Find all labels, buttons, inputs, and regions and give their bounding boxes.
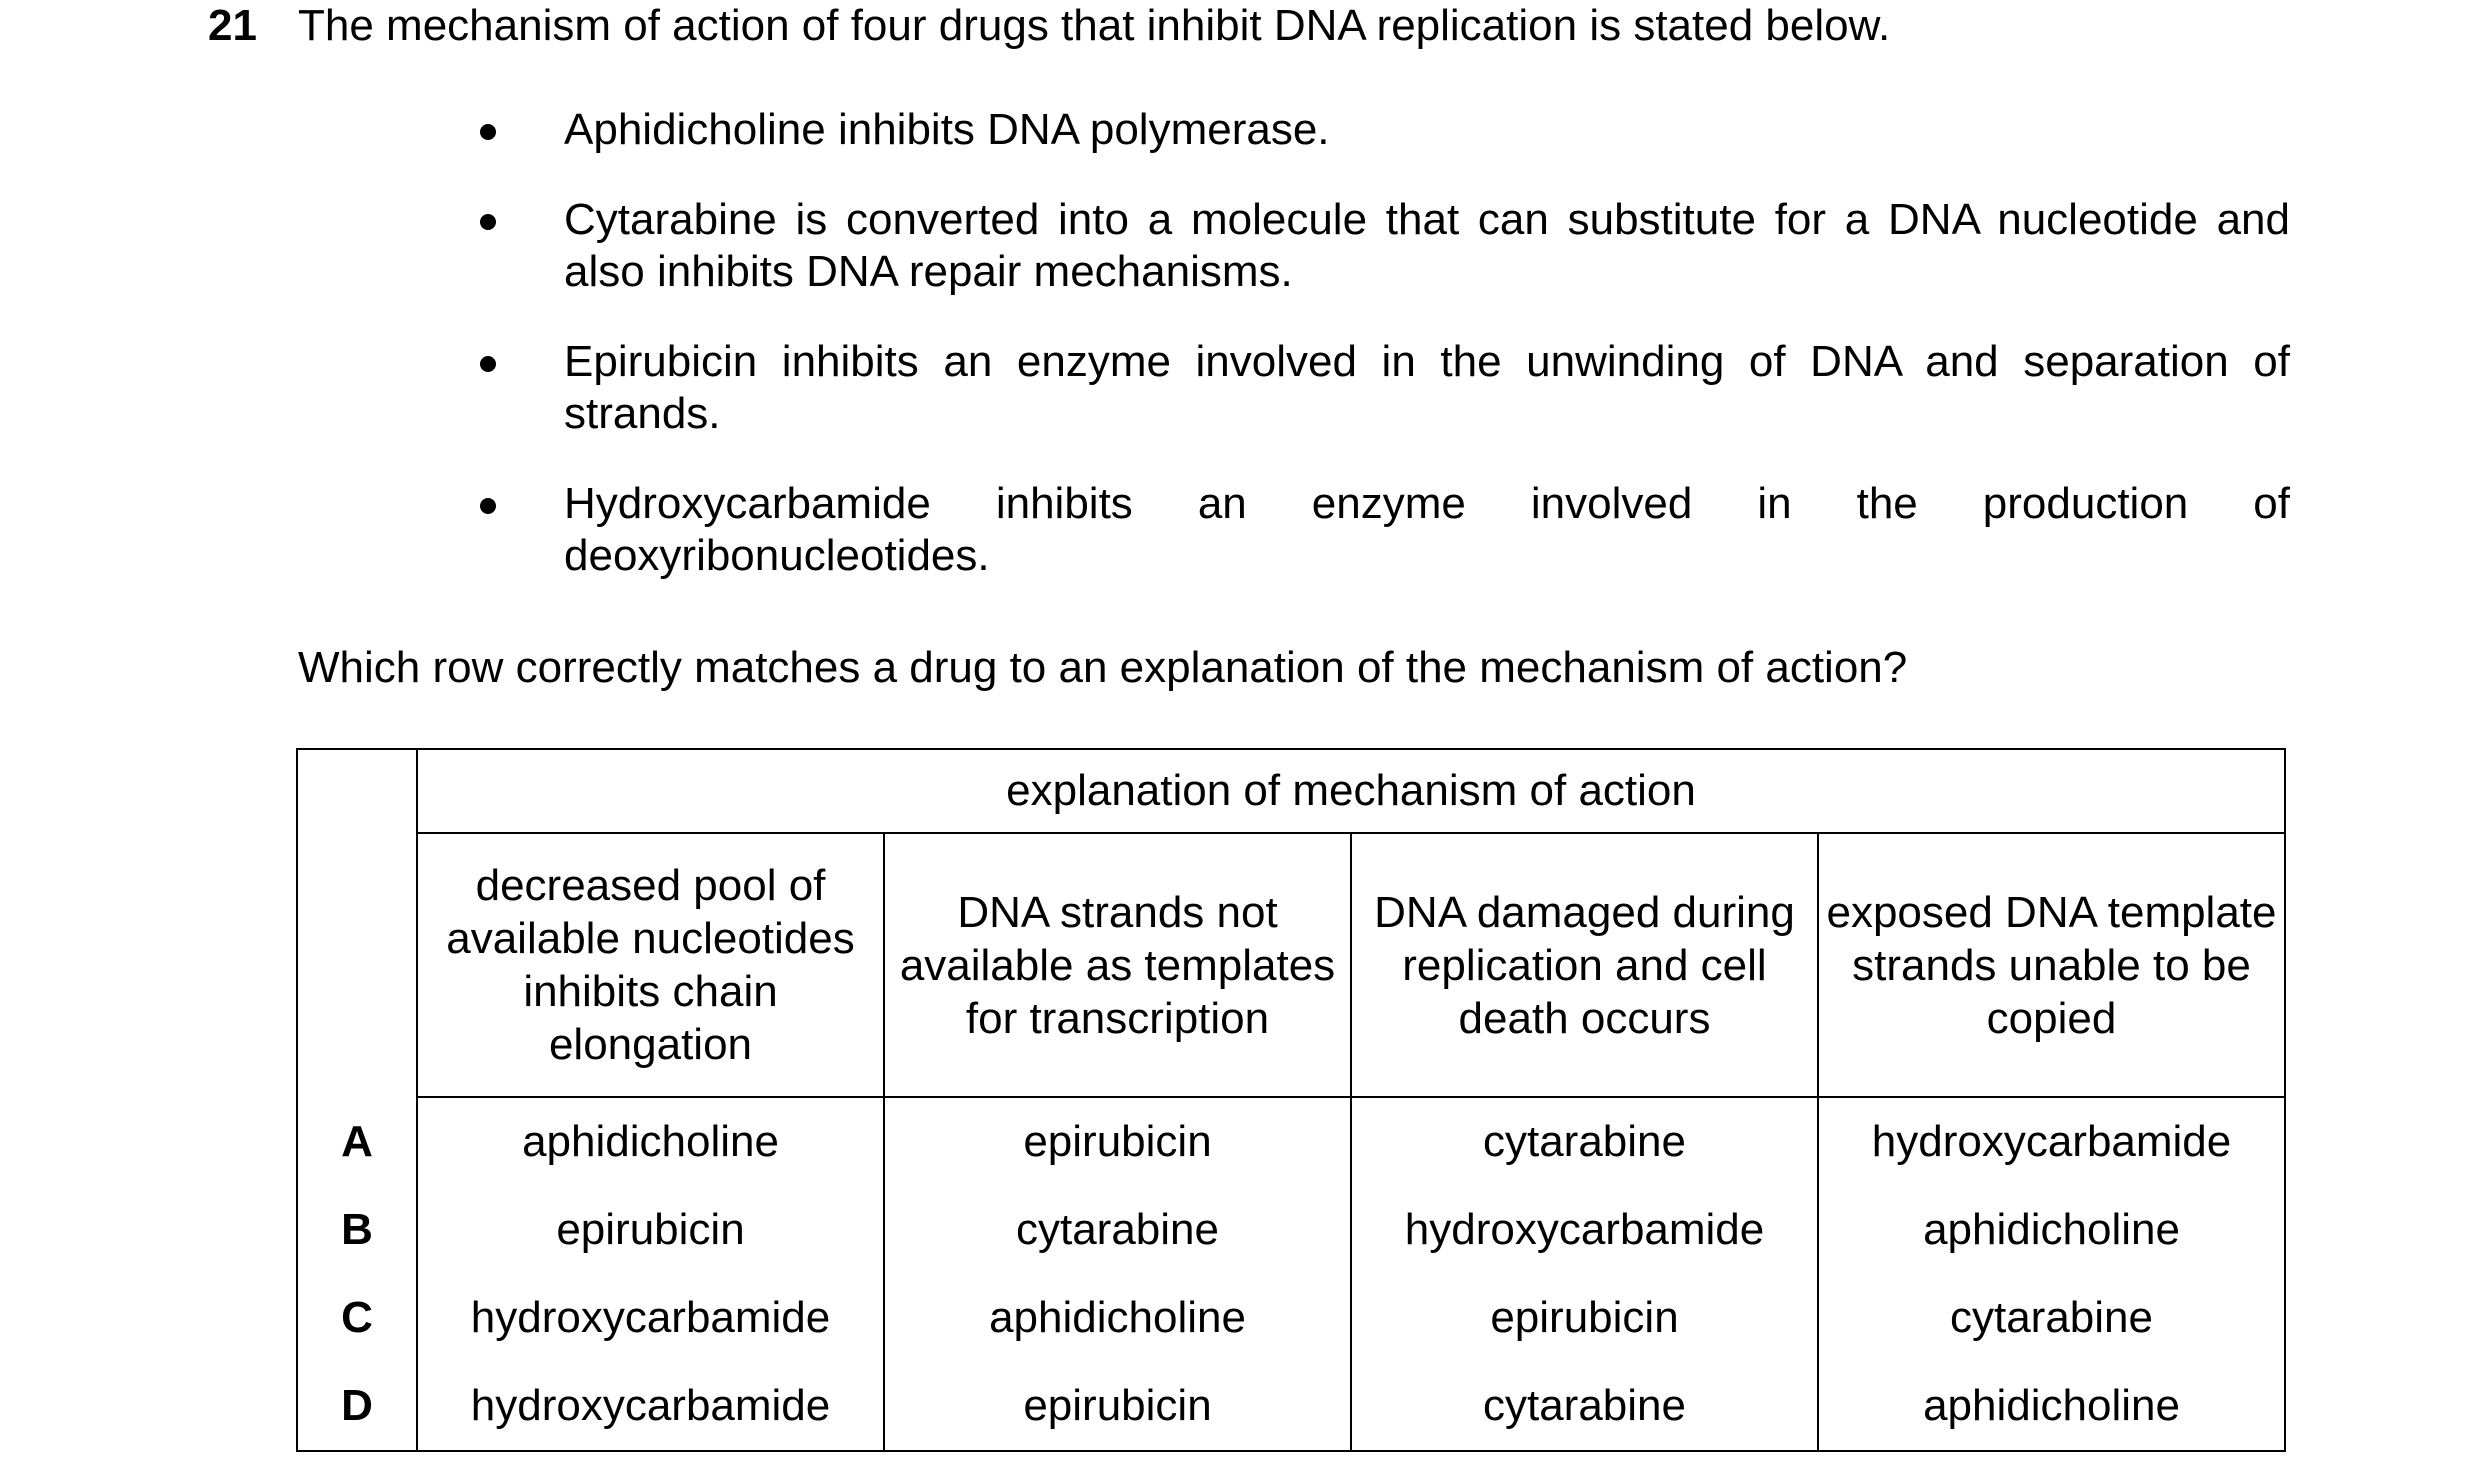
column-header: decreased pool of available nucleotides inhibits chain elongation: [417, 833, 884, 1097]
question-intro: The mechanism of action of four drugs that inhibit DNA replication is stated below.: [298, 1, 1891, 50]
table-cell: hydroxycarbamide: [1351, 1186, 1818, 1274]
bullet-text: Aphidicholine inhibits DNA polymerase.: [564, 105, 1330, 154]
table-cell: hydroxycarbamide: [417, 1362, 884, 1451]
row-letter: A: [297, 1097, 417, 1186]
table-cell: epirubicin: [417, 1186, 884, 1274]
table-cell: epirubicin: [884, 1362, 1351, 1451]
bullet-icon: [480, 124, 496, 140]
table-row: [297, 1274, 2285, 1362]
bullet-text: Cytarabine is converted into a molecule that can substitute for a DNA nucleotide and also inhibits DNA repair mechanisms.: [564, 195, 2290, 296]
bullet-icon: [480, 214, 496, 230]
row-letter: C: [297, 1274, 417, 1362]
table-cell: epirubicin: [884, 1097, 1351, 1186]
table-cell: hydroxycarbamide: [417, 1274, 884, 1362]
table-cell: cytarabine: [1351, 1097, 1818, 1186]
column-header: exposed DNA template strands unable to be copied: [1818, 833, 2285, 1097]
table-cell: epirubicin: [1351, 1274, 1818, 1362]
drug-mechanism-list: [470, 100, 2290, 582]
table-cell: aphidicholine: [1818, 1186, 2285, 1274]
table-cell: hydroxycarbamide: [1818, 1097, 2285, 1186]
table-column-headers: [297, 833, 2285, 1097]
table-cell: cytarabine: [1818, 1274, 2285, 1362]
table-header-row: [297, 749, 2285, 833]
table-cell: cytarabine: [1351, 1362, 1818, 1451]
bullet-text: Epirubicin inhibits an enzyme involved in the unwinding of DNA and separation of strands.: [564, 337, 2290, 438]
table-cell: aphidicholine: [1818, 1362, 2285, 1451]
table-row: [297, 1097, 2285, 1186]
bullet-text: Hydroxycarbamide inhibits an enzyme involved in the production of deoxyribonucleotides.: [564, 479, 2290, 580]
list-item: [470, 104, 2290, 156]
question-number: 21: [208, 1, 257, 50]
bullet-icon: [480, 356, 496, 372]
table-cell: aphidicholine: [417, 1097, 884, 1186]
list-item: [470, 336, 2290, 440]
column-header: DNA strands not available as templates for transcription: [884, 833, 1351, 1097]
row-letter: B: [297, 1186, 417, 1274]
list-item: [470, 478, 2290, 582]
table-row: [297, 1186, 2285, 1274]
column-header: DNA damaged during replication and cell death occurs: [1351, 833, 1818, 1097]
table-cell: cytarabine: [884, 1186, 1351, 1274]
table-row: [297, 1362, 2285, 1451]
row-letter: D: [297, 1362, 417, 1451]
list-item: [470, 194, 2290, 298]
table-header: explanation of mechanism of action: [417, 749, 2285, 833]
answer-table: [296, 748, 2286, 1452]
question-prompt: Which row correctly matches a drug to an explanation of the mechanism of action?: [298, 643, 1908, 692]
table-cell: aphidicholine: [884, 1274, 1351, 1362]
bullet-icon: [480, 498, 496, 514]
table-corner-cell: [297, 749, 417, 1097]
